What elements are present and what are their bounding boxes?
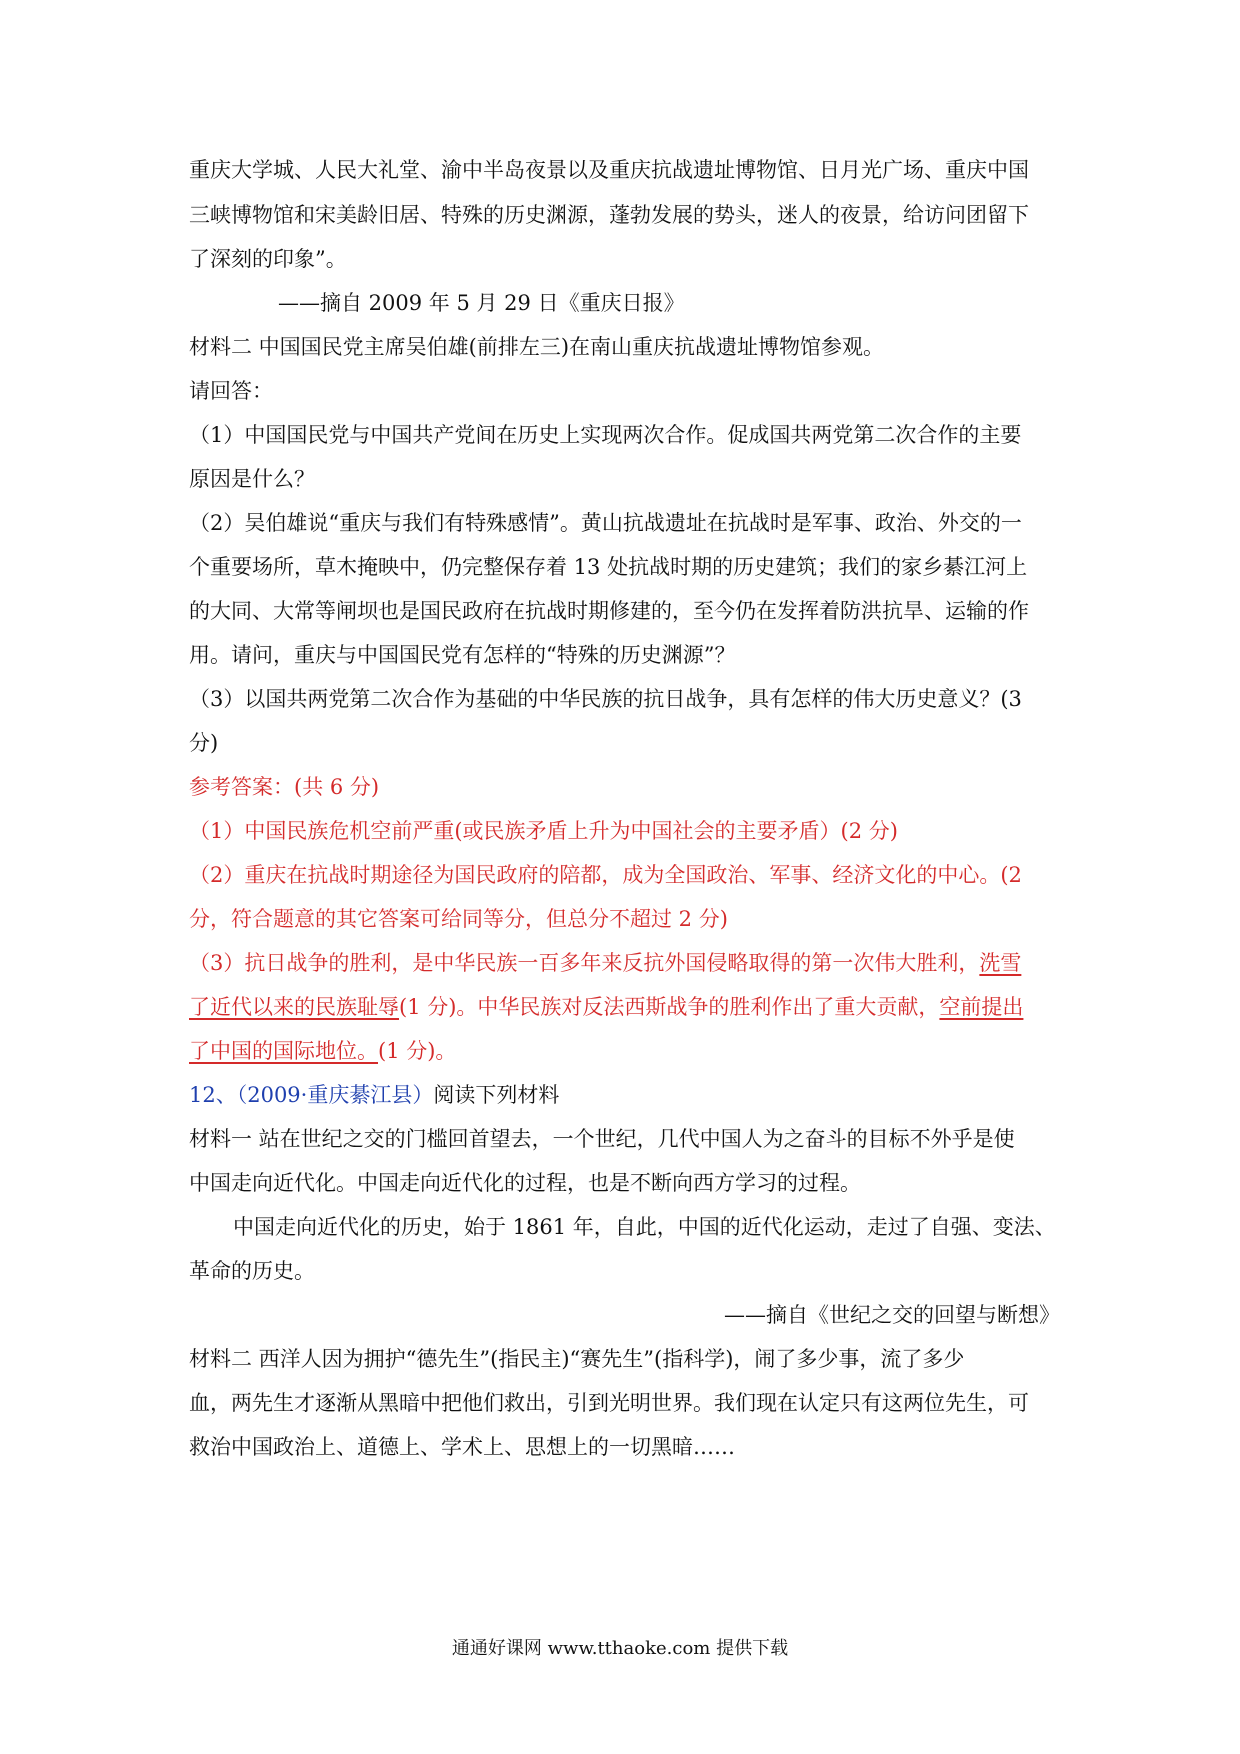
q12-material1-line-4: 革命的历史。 bbox=[189, 1259, 315, 1283]
question-1-line-2: 原因是什么？ bbox=[189, 467, 315, 491]
answer-3-line-2 bbox=[189, 992, 1059, 1022]
question-1-line-1: （1）中国国民党与中国共产党间在历史上实现两次合作。促成国共两党第二次合作的主要 bbox=[189, 423, 1022, 447]
material2-caption: 材料二 中国国民党主席吴伯雄(前排左三)在南山重庆抗战遗址博物馆参观。 bbox=[189, 335, 885, 359]
answer-heading: 参考答案：(共 6 分) bbox=[189, 775, 380, 799]
answer-3-text: （3）抗日战争的胜利，是中华民族一百多年来反抗外国侵略取得的第一次伟大胜利， bbox=[189, 951, 980, 975]
answer-3-line-3 bbox=[189, 1036, 1059, 1066]
question-3-line-2: 分) bbox=[189, 731, 219, 755]
q12-material2-line-2: 血，两先生才逐渐从黑暗中把他们救出，引到光明世界。我们现在认定只有这两位先生，可 bbox=[189, 1391, 1029, 1415]
answer-3-underlined-phrase: 了近代以来的民族耻辱 bbox=[189, 995, 399, 1019]
question-2-line-4: 用。请问，重庆与中国国民党有怎样的“特殊的历史渊源”？ bbox=[189, 643, 736, 667]
question-12-number: 12、（2009·重庆綦江县） bbox=[189, 1083, 434, 1107]
question-3-line-1: （3）以国共两党第二次合作为基础的中华民族的抗日战争，具有怎样的伟大历史意义？(3 bbox=[189, 687, 1022, 711]
page-footer: 通通好课网 www.tthaoke.com 提供下载 bbox=[451, 1638, 789, 1659]
answer-3-underlined-phrase: 洗雪 bbox=[979, 951, 1022, 975]
question-12-heading bbox=[189, 1080, 1059, 1110]
prompt-label: 请回答： bbox=[189, 379, 273, 403]
q12-material1-line-2: 中国走向近代化。中国走向近代化的过程，也是不断向西方学习的过程。 bbox=[189, 1171, 861, 1195]
answer-3-line-1 bbox=[189, 948, 1059, 978]
answer-3-text: (1 分)。 bbox=[378, 1039, 457, 1063]
q12-material2-line-1: 材料二 西洋人因为拥护“德先生”(指民主)“赛先生”(指科学)，闹了多少事，流了多少 bbox=[189, 1347, 965, 1371]
material1-line-2: 三峡博物馆和宋美龄旧居、特殊的历史渊源，蓬勃发展的势头，迷人的夜景，给访问团留下 bbox=[189, 203, 1029, 227]
question-2-line-2: 个重要场所，草木掩映中，仍完整保存着 13 处抗战时期的历史建筑；我们的家乡綦江河上 bbox=[189, 555, 1028, 579]
answer-2-line-2: 分，符合题意的其它答案可给同等分，但总分不超过 2 分) bbox=[189, 907, 728, 931]
answer-3-text: (1 分)。中华民族对反法西斯战争的胜利作出了重大贡献， bbox=[399, 995, 940, 1019]
material1-line-1: 重庆大学城、人民大礼堂、渝中半岛夜景以及重庆抗战遗址博物馆、日月光广场、重庆中国 bbox=[189, 158, 1029, 182]
q12-material1-line-3: 中国走向近代化的历史，始于 1861 年，自此，中国的近代化运动，走过了自强、变法、 bbox=[233, 1215, 1056, 1239]
question-2-line-3: 的大同、大常等闸坝也是国民政府在抗战时期修建的，至今仍在发挥着防洪抗旱、运输的作 bbox=[189, 599, 1029, 623]
q12-material1-source: ——摘自《世纪之交的回望与断想》 bbox=[724, 1303, 1060, 1327]
q12-material2-line-3: 救治中国政治上、道德上、学术上、思想上的一切黑暗…… bbox=[189, 1435, 735, 1459]
question-12-instruction: 阅读下列材料 bbox=[433, 1083, 560, 1107]
answer-2-line-1: （2）重庆在抗战时期途径为国民政府的陪都，成为全国政治、军事、经济文化的中心。(2 bbox=[189, 863, 1022, 887]
q12-material1-line-1: 材料一 站在世纪之交的门槛回首望去，一个世纪，几代中国人为之奋斗的目标不外乎是使 bbox=[189, 1127, 1015, 1151]
answer-3-underlined-phrase: 了中国的国际地位。 bbox=[189, 1039, 378, 1063]
material1-source: ——摘自 2009 年 5 月 29 日《重庆日报》 bbox=[278, 291, 685, 315]
answer-3-underlined-phrase: 空前提出 bbox=[939, 995, 1024, 1019]
question-2-line-1: （2）吴伯雄说“重庆与我们有特殊感情”。黄山抗战遗址在抗战时是军事、政治、外交的一 bbox=[189, 511, 1022, 535]
material1-line-3: 了深刻的印象”。 bbox=[189, 247, 347, 271]
answer-1: （1）中国民族危机空前严重(或民族矛盾上升为中国社会的主要矛盾）(2 分) bbox=[189, 819, 898, 843]
